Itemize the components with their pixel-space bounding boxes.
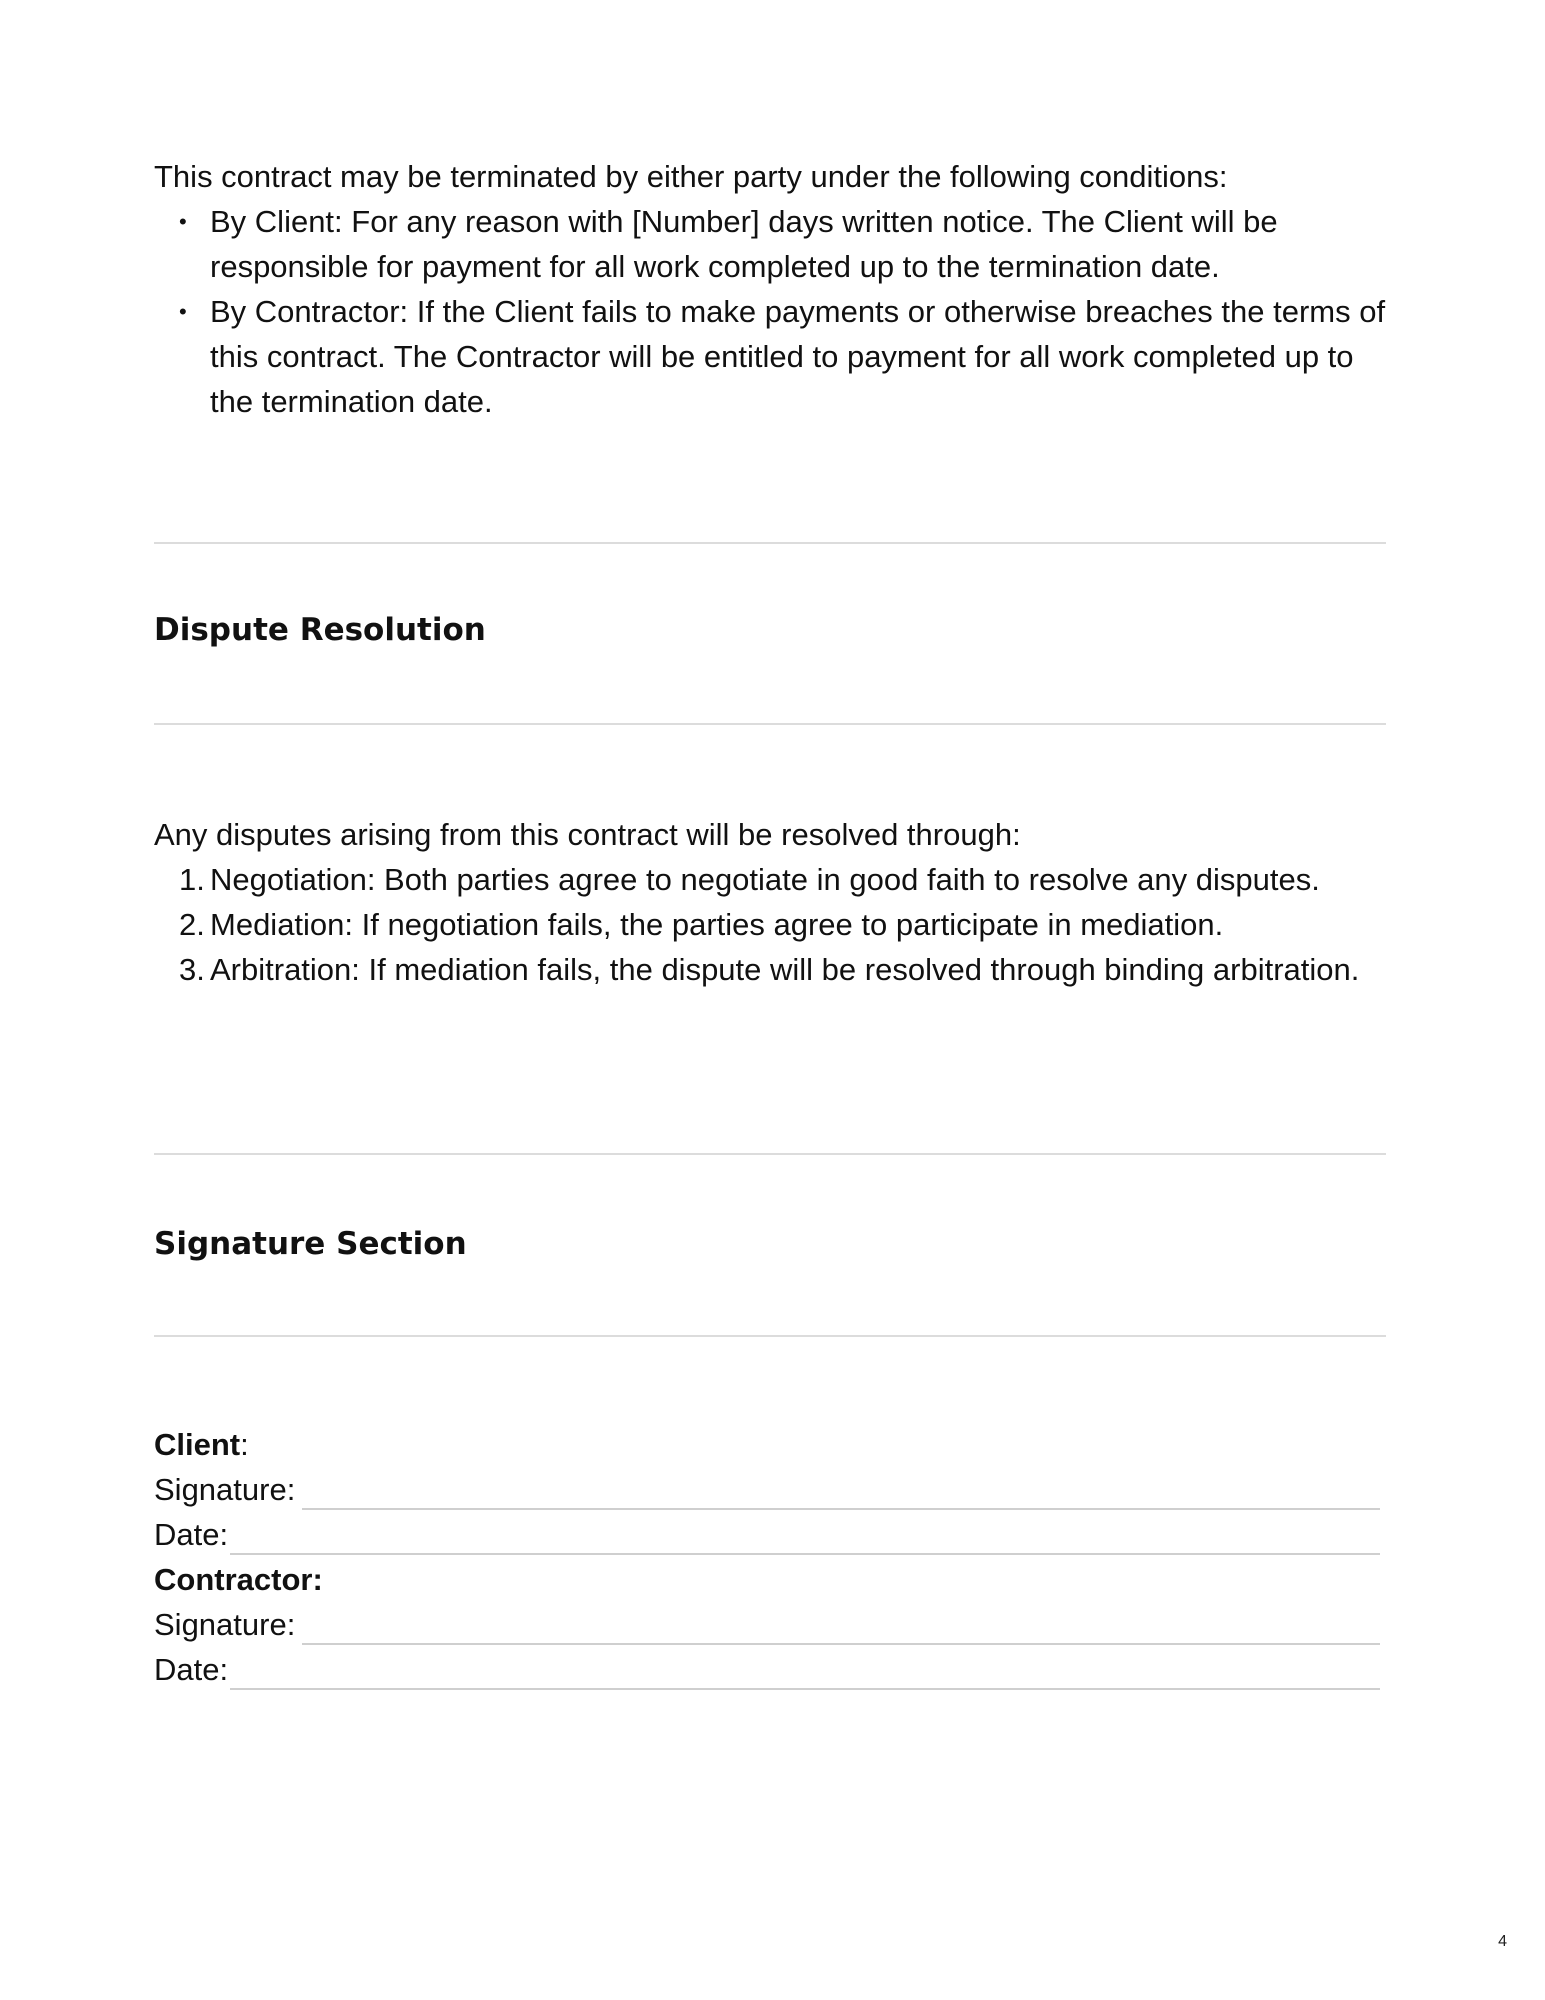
divider — [154, 1153, 1386, 1155]
list-item — [154, 857, 1386, 902]
dispute-section — [154, 812, 1386, 992]
termination-list — [154, 199, 1386, 424]
client-signature-row — [154, 1467, 1386, 1512]
contractor-row — [154, 1557, 1386, 1602]
bullet-icon: • — [179, 299, 187, 324]
list-number: 1. — [179, 862, 205, 897]
termination-contractor-text: By Contractor: If the Client fails to make payments or otherwise breaches the terms of this contract. The Contractor will be entitled to payment for all work completed up to the termination date. — [210, 294, 1386, 419]
client-row — [154, 1422, 1386, 1467]
list-number: 2. — [179, 907, 205, 942]
list-number: 3. — [179, 952, 205, 987]
negotiation-text: Negotiation: Both parties agree to negotiate in good faith to resolve any disputes. — [210, 862, 1320, 897]
client-signature-line[interactable] — [302, 1508, 1380, 1510]
termination-client-text: By Client: For any reason with [Number] days written notice. The Client will be responsible for payment for all work completed up to the termination date. — [210, 204, 1278, 284]
list-item — [154, 289, 1386, 424]
dispute-heading: Dispute Resolution — [154, 612, 486, 648]
contractor-signature-label: Signature: — [154, 1607, 296, 1642]
divider — [154, 542, 1386, 544]
dispute-intro: Any disputes arising from this contract will be resolved through: — [154, 817, 1021, 852]
list-item — [154, 947, 1386, 992]
arbitration-text: Arbitration: If mediation fails, the dispute will be resolved through binding arbitration. — [210, 952, 1360, 987]
signature-heading: Signature Section — [154, 1226, 467, 1262]
client-colon: : — [240, 1427, 249, 1462]
mediation-text: Mediation: If negotiation fails, the parties agree to participate in mediation. — [210, 907, 1224, 942]
client-label: Client — [154, 1427, 241, 1462]
divider — [154, 1335, 1386, 1337]
bullet-icon: • — [179, 209, 187, 234]
list-item — [154, 902, 1386, 947]
client-date-label: Date: — [154, 1517, 229, 1552]
dispute-list — [154, 857, 1386, 992]
contractor-date-label: Date: — [154, 1652, 229, 1687]
list-item — [154, 199, 1386, 289]
termination-section — [154, 154, 1386, 424]
contractor-date-line[interactable] — [230, 1688, 1380, 1690]
client-date-line[interactable] — [230, 1553, 1380, 1555]
client-signature-label: Signature: — [154, 1472, 296, 1507]
contractor-signature-row — [154, 1602, 1386, 1647]
contractor-date-row — [154, 1647, 1386, 1692]
contractor-label: Contractor: — [154, 1562, 323, 1597]
signature-block — [154, 1422, 1386, 1692]
divider — [154, 723, 1386, 725]
contractor-signature-line[interactable] — [302, 1643, 1380, 1645]
page-number: 4 — [1498, 1933, 1507, 1950]
termination-intro: This contract may be terminated by either party under the following conditions: — [154, 159, 1228, 194]
client-date-row — [154, 1512, 1386, 1557]
